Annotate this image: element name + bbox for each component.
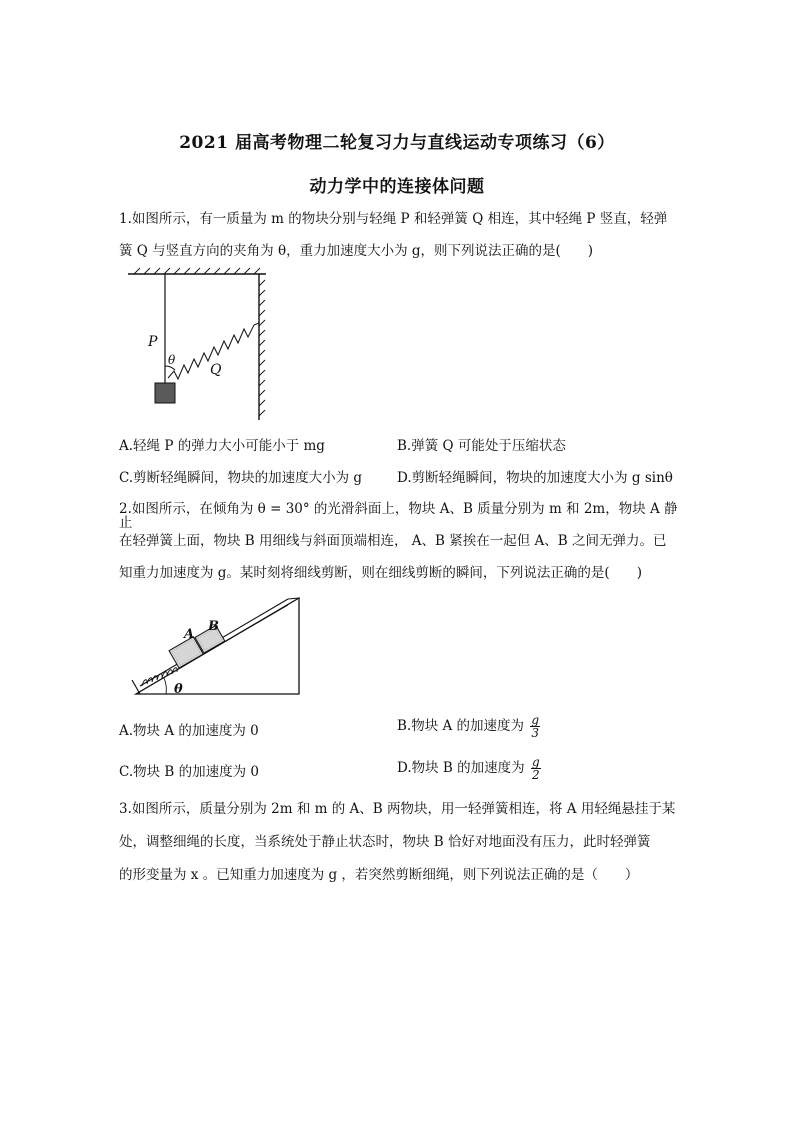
document-title: 2021 届高考物理二轮复习力与直线运动专项练习（6）	[179, 133, 615, 153]
q2-option-d[interactable]	[397, 756, 541, 781]
rope-p-label: P	[148, 334, 158, 350]
q2-stem-line-3: 知重力加速度为 g。某时刻将细线剪断，则在细线剪断的瞬间，下列说法正确的是( )	[119, 565, 642, 581]
q2-spring	[142, 668, 177, 686]
q1-option-a[interactable]: A.轻绳 P 的弹力大小可能小于 mg	[119, 438, 325, 454]
q1-stem-line-2: 簧 Q 与竖直方向的夹角为 θ，重力加速度大小为 g，则下列说法正确的是( )	[119, 243, 594, 259]
q1-option-d[interactable]: D.剪断轻绳瞬间，物块的加速度大小为 g sinθ	[397, 470, 673, 486]
q1-option-b[interactable]: B.弹簧 Q 可能处于压缩状态	[397, 438, 566, 454]
q2-figure	[128, 590, 308, 702]
q2-option-c[interactable]: C.物块 B 的加速度为 0	[119, 764, 260, 780]
document-subtitle: 动力学中的连接体问题	[309, 177, 485, 197]
fraction-g-over-3: $\frac{g}{3}$	[531, 713, 540, 740]
block-b-label: B	[208, 619, 219, 634]
angle-theta-label: θ	[168, 353, 176, 367]
q2-option-b[interactable]	[397, 714, 540, 739]
q2-stem-line-1: 2.如图所示，在倾角为 θ = 30° 的光滑斜面上，物块 A、B 质量分别为 m 和 2m，物块 A 静止	[119, 501, 678, 531]
q3-stem-line-3: 的形变量为 x 。已知重力加速度为 g ，若突然剪断细绳，则下列说法正确的是（ ）	[119, 867, 639, 883]
q2-option-d-text: D.物块 B 的加速度为	[397, 760, 525, 776]
q1-figure	[118, 268, 278, 426]
spring-q-label: Q	[210, 362, 222, 378]
q2-option-b-text: B.物块 A 的加速度为	[397, 718, 525, 734]
fraction-g-over-2: $\frac{g}{2}$	[531, 755, 540, 782]
q3-stem-line-1: 3.如图所示，质量分别为 2m 和 m 的 A、B 两物块，用一轻弹簧相连，将 A 用轻绳悬挂于某	[119, 801, 676, 817]
block-a-label: A	[184, 627, 195, 642]
q2-option-a[interactable]: A.物块 A 的加速度为 0	[119, 723, 259, 739]
q1-stem-line-1: 1.如图所示，有一质量为 m 的物块分别与轻绳 P 和轻弹簧 Q 相连，其中轻绳 P 竖直，轻弹	[119, 211, 668, 227]
q3-stem-line-2: 处，调整细绳的长度，当系统处于静止状态时，物块 B 恰好对地面没有压力，此时轻弹簧	[119, 834, 651, 850]
block	[155, 383, 175, 403]
q2-angle-label: θ	[174, 682, 183, 697]
q1-option-c[interactable]: C.剪断轻绳瞬间，物块的加速度大小为 g	[119, 470, 363, 486]
q2-string	[226, 605, 288, 641]
q2-stem-line-2: 在轻弹簧上面，物块 B 用细线与斜面顶端相连， A、B 紧挨在一起但 A、B 之间无弹力。已	[119, 533, 667, 549]
